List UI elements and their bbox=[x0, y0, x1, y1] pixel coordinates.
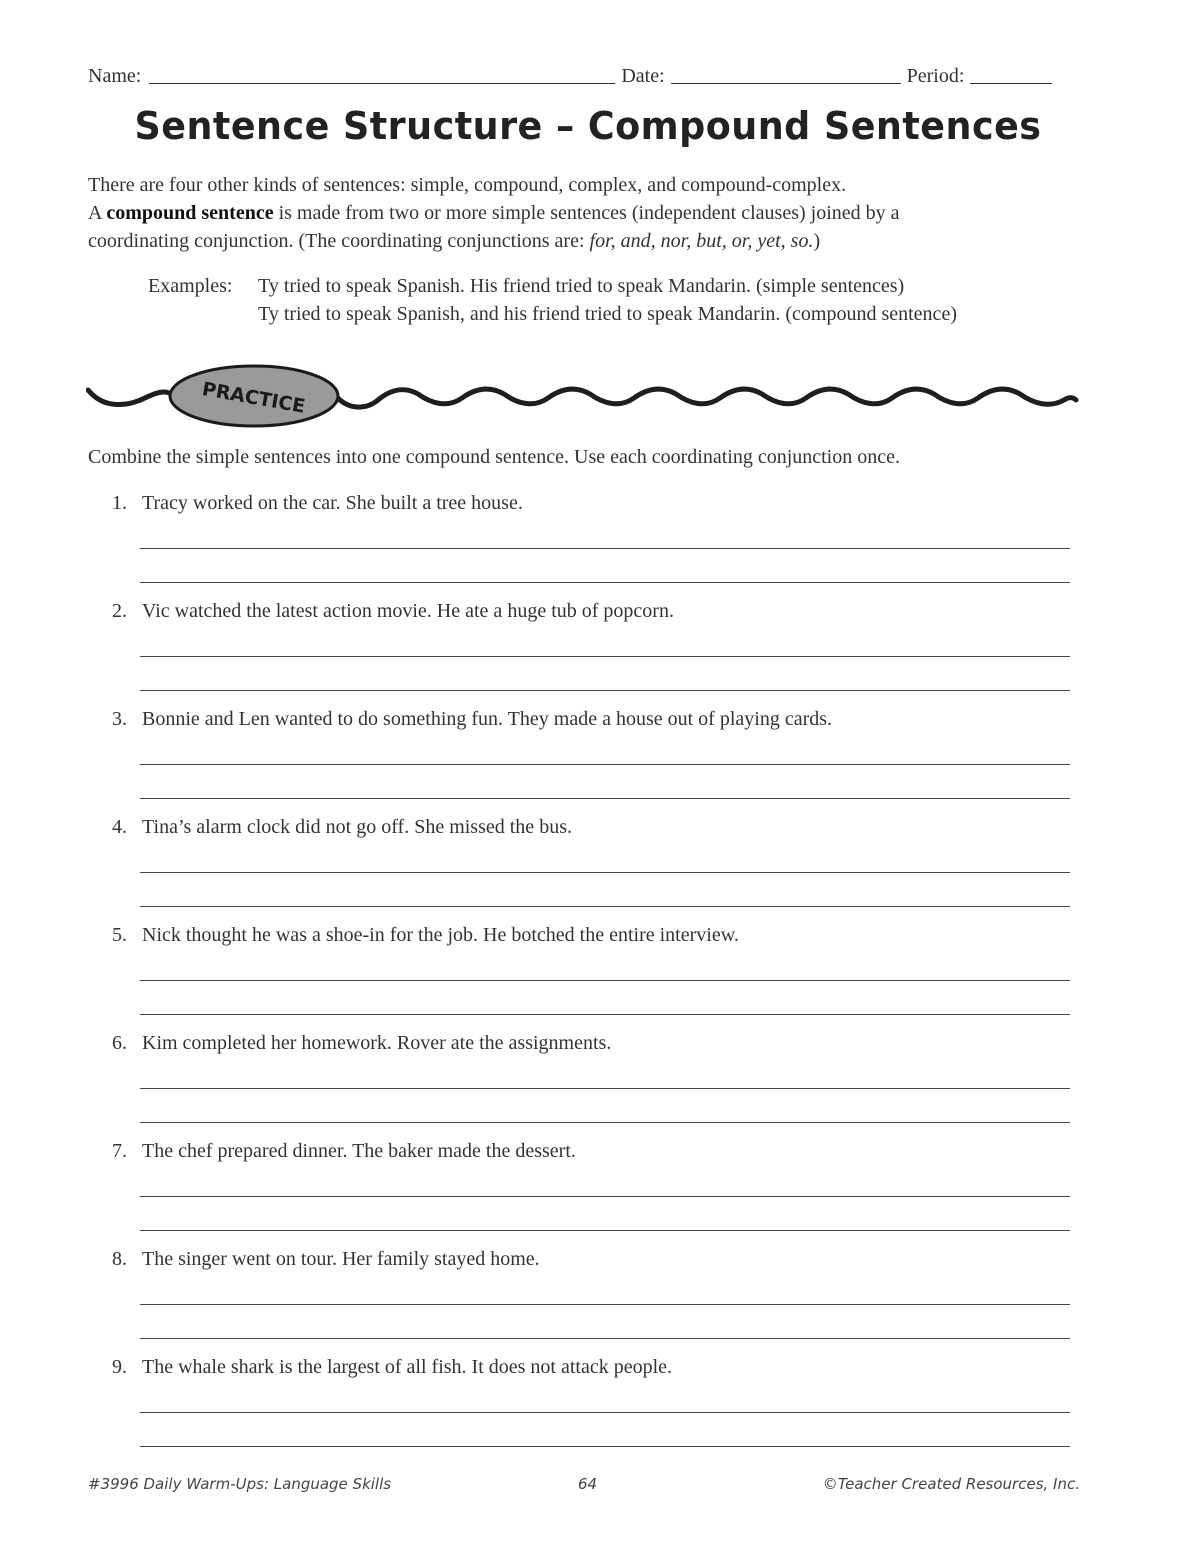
exercise-item bbox=[0, 1032, 1200, 1140]
examples-label-spacer bbox=[148, 300, 258, 328]
instruction-text: Combine the simple sentences into one compound sentence. Use each coordinating conjunction once. bbox=[88, 446, 900, 468]
exercise-number: 3. bbox=[112, 708, 127, 730]
wavy-line-left bbox=[88, 390, 173, 404]
answer-line[interactable] bbox=[140, 1196, 1070, 1197]
answer-line[interactable] bbox=[140, 1446, 1070, 1447]
answer-line[interactable] bbox=[140, 872, 1070, 873]
intro-line-3-prefix: coordinating conjunction. (The coordinating conjunctions are: bbox=[88, 230, 590, 252]
example-simple: Ty tried to speak Spanish. His friend tried to speak Mandarin. (simple sentences) bbox=[258, 275, 905, 297]
exercise-item bbox=[0, 1140, 1200, 1248]
exercise-sentences: Tina’s alarm clock did not go off. She missed the bus. bbox=[142, 816, 572, 838]
examples-label: Examples: bbox=[148, 275, 233, 297]
answer-line[interactable] bbox=[140, 1230, 1070, 1231]
period-label: Period: bbox=[906, 65, 965, 87]
exercise-prompt bbox=[112, 1356, 672, 1379]
intro-line-2 bbox=[88, 199, 1098, 227]
exercise-number: 9. bbox=[112, 1356, 127, 1378]
practice-label: PRACTICE bbox=[200, 378, 307, 418]
answer-line[interactable] bbox=[140, 906, 1070, 907]
practice-banner bbox=[86, 362, 1080, 434]
exercise-number: 6. bbox=[112, 1032, 127, 1054]
exercise-number: 4. bbox=[112, 816, 127, 838]
exercise-sentences: The chef prepared dinner. The baker made the dessert. bbox=[142, 1140, 576, 1162]
answer-line[interactable] bbox=[140, 798, 1070, 799]
answer-line[interactable] bbox=[140, 764, 1070, 765]
answer-line[interactable] bbox=[140, 690, 1070, 691]
exercise-sentences: Nick thought he was a shoe-in for the job. He botched the entire interview. bbox=[142, 924, 739, 946]
exercise-item bbox=[0, 600, 1200, 708]
footer-book-title: #3996 Daily Warm-Ups: Language Skills bbox=[88, 1475, 392, 1493]
intro-line-1: There are four other kinds of sentences: simple, compound, complex, and compound-complex. bbox=[88, 174, 847, 196]
intro-line-3-suffix: ) bbox=[813, 230, 821, 252]
exercise-prompt bbox=[112, 600, 674, 623]
exercise-prompt bbox=[112, 816, 572, 839]
exercise-sentences: Vic watched the latest action movie. He ate a huge tub of popcorn. bbox=[142, 600, 674, 622]
period-blank[interactable] bbox=[970, 61, 1052, 84]
answer-line[interactable] bbox=[140, 1338, 1070, 1339]
intro-line-3 bbox=[88, 227, 1098, 255]
answer-line[interactable] bbox=[140, 548, 1070, 549]
answer-line[interactable] bbox=[140, 980, 1070, 981]
answer-line[interactable] bbox=[140, 1412, 1070, 1413]
name-label: Name: bbox=[88, 65, 142, 87]
exercise-item bbox=[0, 1356, 1200, 1464]
exercise-item bbox=[0, 492, 1200, 600]
exercise-sentences: Bonnie and Len wanted to do something fun. They made a house out of playing cards. bbox=[142, 708, 833, 730]
answer-line[interactable] bbox=[140, 1014, 1070, 1015]
exercise-sentences: Kim completed her homework. Rover ate the assignments. bbox=[142, 1032, 612, 1054]
name-blank[interactable] bbox=[149, 61, 615, 84]
exercise-number: 1. bbox=[112, 492, 127, 514]
exercise-number: 2. bbox=[112, 600, 127, 622]
exercise-prompt bbox=[112, 1248, 540, 1271]
intro-paragraph bbox=[88, 171, 1098, 255]
intro-line-2-prefix: A bbox=[88, 202, 107, 224]
example-compound: Ty tried to speak Spanish, and his friend tried to speak Mandarin. (compound sentence) bbox=[258, 303, 957, 325]
answer-line[interactable] bbox=[140, 656, 1070, 657]
exercise-number: 8. bbox=[112, 1248, 127, 1270]
exercise-sentences: Tracy worked on the car. She built a tree house. bbox=[142, 492, 523, 514]
exercise-number: 5. bbox=[112, 924, 127, 946]
exercise-item bbox=[0, 708, 1200, 816]
example-row-1 bbox=[148, 272, 1108, 300]
answer-line[interactable] bbox=[140, 1304, 1070, 1305]
wavy-line-right bbox=[336, 389, 1076, 407]
exercise-prompt bbox=[112, 492, 523, 515]
exercise-prompt bbox=[112, 924, 739, 947]
exercise-list bbox=[0, 492, 1200, 1464]
exercise-item bbox=[0, 816, 1200, 924]
conjunction-list: for, and, nor, but, or, yet, so. bbox=[589, 230, 814, 252]
compound-sentence-term: compound sentence bbox=[106, 202, 274, 224]
examples-block bbox=[148, 272, 1108, 328]
date-label: Date: bbox=[621, 65, 665, 87]
exercise-prompt bbox=[112, 1140, 576, 1163]
exercise-item bbox=[0, 1248, 1200, 1356]
answer-line[interactable] bbox=[140, 582, 1070, 583]
answer-line[interactable] bbox=[140, 1088, 1070, 1089]
exercise-number: 7. bbox=[112, 1140, 127, 1162]
exercise-prompt bbox=[112, 708, 832, 731]
page-footer bbox=[88, 1475, 1080, 1499]
date-blank[interactable] bbox=[671, 61, 901, 84]
exercise-item bbox=[0, 924, 1200, 1032]
page-title: Sentence Structure – Compound Sentences bbox=[134, 104, 1042, 148]
answer-line[interactable] bbox=[140, 1122, 1070, 1123]
footer-page-number: 64 bbox=[578, 1475, 598, 1493]
student-info-header bbox=[88, 58, 1090, 88]
footer-copyright: ©Teacher Created Resources, Inc. bbox=[822, 1475, 1080, 1493]
exercise-sentences: The whale shark is the largest of all fish. It does not attack people. bbox=[142, 1356, 673, 1378]
exercise-sentences: The singer went on tour. Her family stayed home. bbox=[142, 1248, 540, 1270]
example-row-2 bbox=[148, 300, 1108, 328]
intro-line-2-rest: is made from two or more simple sentences (independent clauses) joined by a bbox=[273, 202, 900, 224]
exercise-prompt bbox=[112, 1032, 611, 1055]
